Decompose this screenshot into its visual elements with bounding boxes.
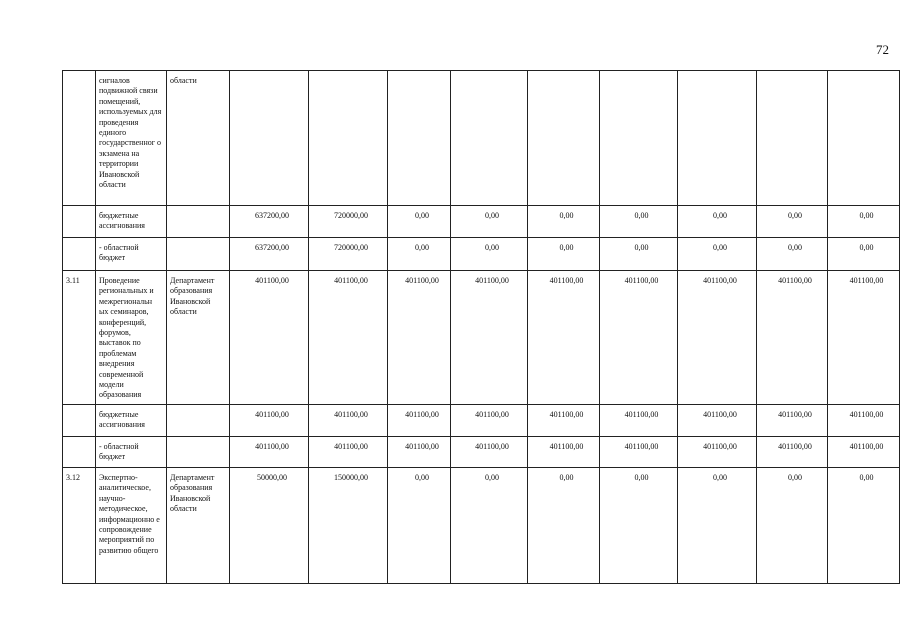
amount-cell: 401100,00 bbox=[230, 405, 309, 437]
amount-cell: 0,00 bbox=[828, 238, 900, 271]
executor-cell: Департамент образования Ивановской области bbox=[167, 271, 230, 405]
table-row bbox=[63, 71, 900, 206]
amount-cell: 401100,00 bbox=[600, 437, 678, 468]
row-number-cell: 3.11 bbox=[63, 271, 96, 405]
amount-cell bbox=[451, 71, 528, 206]
table-row bbox=[63, 468, 900, 584]
amount-cell: 50000,00 bbox=[230, 468, 309, 584]
row-number-cell: 3.12 bbox=[63, 468, 96, 584]
amount-cell: 401100,00 bbox=[388, 271, 451, 405]
table-row bbox=[63, 238, 900, 271]
amount-cell: 0,00 bbox=[600, 468, 678, 584]
amount-cell: 401100,00 bbox=[230, 437, 309, 468]
executor-cell bbox=[167, 238, 230, 271]
budget-table bbox=[62, 70, 900, 584]
amount-cell: 401100,00 bbox=[600, 405, 678, 437]
amount-cell bbox=[600, 71, 678, 206]
amount-cell: 0,00 bbox=[528, 468, 600, 584]
amount-cell: 401100,00 bbox=[528, 405, 600, 437]
amount-cell: 0,00 bbox=[678, 238, 757, 271]
amount-cell: 401100,00 bbox=[388, 437, 451, 468]
amount-cell: 150000,00 bbox=[309, 468, 388, 584]
amount-cell: 0,00 bbox=[757, 206, 828, 238]
amount-cell bbox=[309, 71, 388, 206]
row-number-cell bbox=[63, 437, 96, 468]
amount-cell: 0,00 bbox=[678, 468, 757, 584]
amount-cell: 401100,00 bbox=[678, 405, 757, 437]
amount-cell: 0,00 bbox=[388, 206, 451, 238]
amount-cell bbox=[757, 71, 828, 206]
executor-cell bbox=[167, 437, 230, 468]
amount-cell: 0,00 bbox=[388, 468, 451, 584]
activity-name-cell: Экспертно-аналитическое, научно-методическое, информационно е сопровождение мероприятий по развитию общего bbox=[96, 468, 167, 584]
executor-cell bbox=[167, 405, 230, 437]
row-number-cell bbox=[63, 238, 96, 271]
amount-cell: 0,00 bbox=[528, 206, 600, 238]
activity-name-cell: - областной бюджет bbox=[96, 437, 167, 468]
amount-cell: 0,00 bbox=[451, 238, 528, 271]
amount-cell: 401100,00 bbox=[828, 271, 900, 405]
amount-cell: 0,00 bbox=[451, 468, 528, 584]
table-row bbox=[63, 206, 900, 238]
amount-cell bbox=[230, 71, 309, 206]
amount-cell: 0,00 bbox=[757, 468, 828, 584]
amount-cell: 401100,00 bbox=[528, 271, 600, 405]
amount-cell: 401100,00 bbox=[678, 437, 757, 468]
amount-cell: 401100,00 bbox=[451, 437, 528, 468]
amount-cell bbox=[828, 71, 900, 206]
amount-cell: 0,00 bbox=[828, 206, 900, 238]
amount-cell: 401100,00 bbox=[451, 271, 528, 405]
amount-cell: 0,00 bbox=[528, 238, 600, 271]
amount-cell: 401100,00 bbox=[828, 405, 900, 437]
table-row bbox=[63, 437, 900, 468]
table-row bbox=[63, 405, 900, 437]
amount-cell: 637200,00 bbox=[230, 238, 309, 271]
amount-cell: 401100,00 bbox=[528, 437, 600, 468]
row-number-cell bbox=[63, 71, 96, 206]
amount-cell: 0,00 bbox=[828, 468, 900, 584]
amount-cell: 0,00 bbox=[600, 206, 678, 238]
amount-cell bbox=[678, 71, 757, 206]
activity-name-cell: бюджетные ассигнования bbox=[96, 206, 167, 238]
amount-cell: 401100,00 bbox=[309, 437, 388, 468]
amount-cell: 0,00 bbox=[451, 206, 528, 238]
amount-cell: 401100,00 bbox=[230, 271, 309, 405]
amount-cell: 401100,00 bbox=[600, 271, 678, 405]
amount-cell: 401100,00 bbox=[757, 405, 828, 437]
amount-cell: 0,00 bbox=[678, 206, 757, 238]
amount-cell: 720000,00 bbox=[309, 238, 388, 271]
amount-cell: 0,00 bbox=[757, 238, 828, 271]
activity-name-cell: - областной бюджет bbox=[96, 238, 167, 271]
amount-cell: 401100,00 bbox=[757, 271, 828, 405]
amount-cell bbox=[528, 71, 600, 206]
amount-cell: 0,00 bbox=[600, 238, 678, 271]
amount-cell: 401100,00 bbox=[309, 271, 388, 405]
amount-cell: 401100,00 bbox=[451, 405, 528, 437]
activity-name-cell: сигналов подвижной связи помещений, используемых для проведения единого государственног о экзамена на территории Ивановской области bbox=[96, 71, 167, 206]
amount-cell: 0,00 bbox=[388, 238, 451, 271]
amount-cell: 401100,00 bbox=[388, 405, 451, 437]
amount-cell: 401100,00 bbox=[757, 437, 828, 468]
amount-cell: 401100,00 bbox=[309, 405, 388, 437]
amount-cell: 720000,00 bbox=[309, 206, 388, 238]
row-number-cell bbox=[63, 206, 96, 238]
executor-cell: Департамент образования Ивановской области bbox=[167, 468, 230, 584]
amount-cell: 401100,00 bbox=[678, 271, 757, 405]
executor-cell bbox=[167, 206, 230, 238]
page-number: 72 bbox=[876, 42, 889, 57]
activity-name-cell: бюджетные ассигнования bbox=[96, 405, 167, 437]
executor-cell: области bbox=[167, 71, 230, 206]
row-number-cell bbox=[63, 405, 96, 437]
table-row bbox=[63, 271, 900, 405]
activity-name-cell: Проведение региональных и межрегиональн ых семинаров, конференций, форумов, выставок по проблемам внедрения современной модели образования bbox=[96, 271, 167, 405]
amount-cell: 637200,00 bbox=[230, 206, 309, 238]
amount-cell bbox=[388, 71, 451, 206]
amount-cell: 401100,00 bbox=[828, 437, 900, 468]
